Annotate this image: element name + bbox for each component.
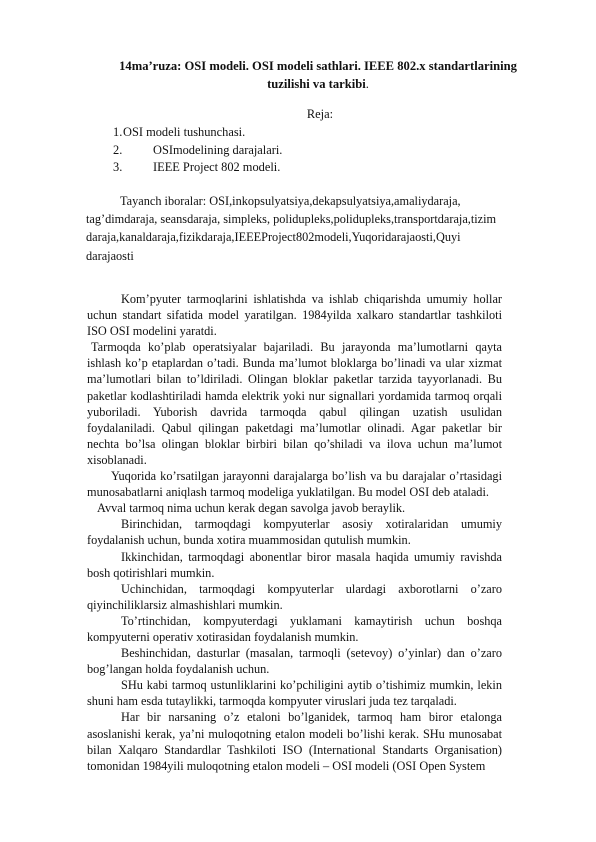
plan-item xyxy=(113,124,282,142)
paragraph: SHu kabi tarmoq ustunliklarini ko’pchiligini aytib o’tishimiz mumkin, lekin shuni ham esda tutaylikki, tarmoqda kompyuter viruslari juda tez tarqaladi. xyxy=(87,678,502,709)
keywords-line: tag’dimdaraja, seansdaraja, simpleks, polidupleks,polidupleks,transportdaraja,tizim xyxy=(86,212,497,227)
keywords-line xyxy=(86,192,504,210)
paragraph: Tarmoqda ko’plab operatsiyalar bajariladi. Bu jarayonda ma’lumotlarni qayta ishlash ko’p etaplardan o’tadi. Bunda ma’lumot bloklarga bo’linadi va ular xizmat ma’lumotlari bilan to’ldiriladi. Olingan bloklar paketlar tarzida tayyorlanadi. Bu paketlar kodlashtiriladi hamda elektrik yoki nur signallari yordamida tarmoq orqali yuboriladi. Yuborish davrida tarmoqda qabul qilingan uzatish usulidan foydalaniladi. Qabul qilingan paketdagi ma’lumotlar olinadi. Agar paketlar bir nechta bo’lsa olingan bloklar birbiri bilan qo’shiladi va ilova uchun ma’lumot xisoblanadi. xyxy=(87,340,502,467)
plan-list xyxy=(113,124,282,177)
plan-item-text: OSImodelining darajalari. xyxy=(153,142,283,157)
title-line-2: tuzilishi va tarkibi xyxy=(267,77,366,91)
plan-item-text: IEEE Project 802 modeli. xyxy=(153,160,281,174)
keywords-line: darajaosti xyxy=(86,248,134,263)
plan-item xyxy=(113,159,282,177)
lecture-title xyxy=(90,57,546,93)
plan-item-number: 2. xyxy=(113,142,123,157)
plan-item-text: OSI modeli tushunchasi. xyxy=(123,125,246,139)
keywords-line: daraja,kanaldaraja,fizikdaraja,IEEEProject802modeli,Yuqoridarajaosti,Quyi xyxy=(86,230,461,245)
paragraph: Avval tarmoq nima uchun kerak degan savolga javob beraylik. xyxy=(97,501,406,516)
plan-heading: Reja: xyxy=(306,107,334,121)
paragraph: To’rtinchidan, kompyuterdagi yuklamani kamaytirish uchun boshqa kompyuterni operativ xotirasidan foydalanish mumkin. xyxy=(87,613,502,644)
paragraph: Uchinchidan, tarmoqdagi kompyuterlar ulardagi axborotlarni o’zaro qiyinchiliklarsiz almashishlari mumkin. xyxy=(87,581,502,612)
paragraph: Kom’pyuter tarmoqlarini ishlatishda va ishlab chiqarishda umumiy hollar uchun standart sifatida model yaratilgan. 1984yilda xalkaro standartlar tashkiloti ISO OSI modelini yaratdi. xyxy=(87,292,502,339)
plan-item-number: 3. xyxy=(113,160,123,174)
paragraph: Beshinchidan, dasturlar (masalan, tarmoqli (setevoy) o’yinlar) dan o’zaro bog’langan holda foydalanish uchun. xyxy=(87,646,502,677)
paragraph: Yuqorida ko’rsatilgan jarayonni darajalarga bo’lish va bu darajalar o’rtasidagi munosabatlarni aniqlash tarmoq modeliga yuklatilgan. Bu model OSI deb ataladi. xyxy=(87,469,502,500)
title-period: . xyxy=(365,77,369,91)
paragraph: Har bir narsaning o’z etaloni bo’lganidek, tarmoq ham biror etalonga asoslanishi kerak, ya’ni muloqotning etalon modeli bo’lishi kerak. SHu munosabat bilan Xalqaro Standardlar Tashkiloti ISO (International Standarts Organisation) tomonidan 1984yili muloqotning etalon modeli – OSI modeli (OSI Open System xyxy=(87,710,502,773)
body-text xyxy=(87,291,502,774)
plan-item-number: 1. xyxy=(113,125,123,139)
paragraph: Ikkinchidan, tarmoqdagi abonentlar biror masala haqida umumiy ravishda bosh qotirishlari mumkin. xyxy=(87,549,502,580)
keywords-block xyxy=(86,192,504,265)
plan-item xyxy=(113,142,282,160)
keywords-text: Tayanch iboralar: OSI,inkopsulyatsiya,dekapsulyatsiya,amaliydaraja, xyxy=(120,194,461,208)
paragraph: Birinchidan, tarmoqdagi kompyuterlar asosiy xotiralaridan umumiy foydalanish uchun, bunda xotira muammosidan qutulish mumkin. xyxy=(87,517,502,548)
title-line-1: 14ma’ruza: OSI modeli. OSI modeli sathlari. IEEE 802.x standartlarining xyxy=(119,59,517,73)
